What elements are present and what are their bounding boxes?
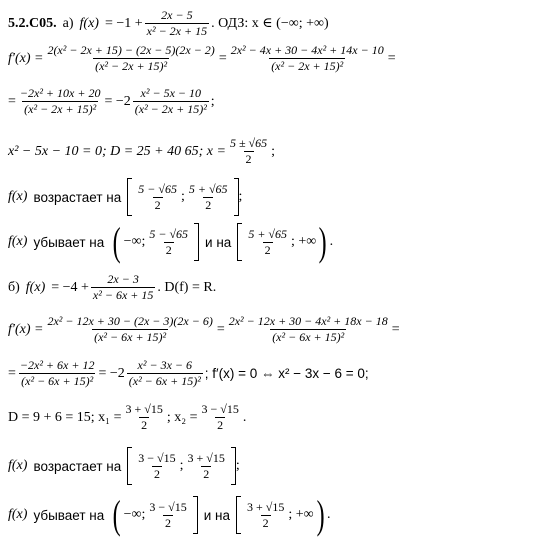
derivative-fraction-1: $\frac{\text{2(x² − 2x + 15) − (2x − 5)(2x − 2)}}{\text{(x² − 2x + 15)²}}$ [47,43,215,73]
odz-text: . ОДЗ: x ∈ (−∞; +∞) [211,16,329,31]
part-a-simplified-line: = $\frac{\text{−2x² + 10x + 20}}{\text{(x² − 2x + 15)²}}$ = −2 $\frac{\text{x² − 5x − 10}}{\text{(x² − 2x + 15)²}}$ ; [8,86,215,116]
part-a-increasing-line: f(x) возрастает на $\frac{5 - √65}{2}$ ; $\frac{5 + √65}{2}$ ; [8,178,242,216]
part-b-function-line: б) f(x) = −4 + $\frac{2x - 3}{\text{x² − 6x + 15}}$ . D(f) = R. [8,272,217,302]
part-b-roots-line: D = 9 + 6 = 15; x₁ = $\frac{3 + √15}{2}$ ; x₂ = $\frac{3 - √15}{2}$ . [8,402,247,432]
derivative-lhs: f′(x) = [8,50,44,66]
simplified-fraction-2: $\frac{\text{x² − 5x − 10}}{\text{(x² − 2x + 15)²}}$ [134,86,207,116]
part-a-derivative-line: f′(x) = $\frac{\text{2(x² − 2x + 15) − (2x − 5)(2x − 2)}}{\text{(x² − 2x + 15)²}}$ = $\frac{\text{2x² − 4x + 30 − 4x² + 14x − 10}}{\text{(x² − 2x + 15)²}}$ = [8,43,396,73]
left-square-bracket [127,178,132,216]
fx-fraction: $\frac{2x - 5}{\text{x² − 2x + 15}}$ [146,8,208,38]
part-b-decreasing-line: f(x) убывает на ( −∞; $\frac{3 - √15}{2}$ и на $\frac{3 + √15}{2}$ ; +∞ ) . [8,492,331,537]
simplified-fraction-1: $\frac{\text{−2x² + 10x + 20}}{\text{(x² − 2x + 15)²}}$ [19,86,101,116]
part-b-label: б) [8,279,20,295]
fx-symbol: f(x) [79,15,99,31]
part-a-decreasing-line: f(x) убывает на ( −∞; $\frac{5 - √65}{2}$ и на $\frac{5 + √65}{2}$ ; +∞ ) . [8,219,334,264]
fx-lead: = −1 + [104,15,143,31]
problem-id: 5.2.С05. [8,15,57,31]
quadratic-equation: x² − 5x − 10 = 0; D = 25 + 40 65; x = [8,143,226,159]
part-b-increasing-line: f(x) возрастает на $\frac{3 - √15}{2}$ ; $\frac{3 + √15}{2}$ ; [8,447,240,485]
part-a-label: а) [62,15,74,31]
roots-fraction: $\frac{5 \pm √65}{2}$ [229,136,268,166]
decreasing-label: убывает на [33,234,105,250]
part-a-roots-line: x² − 5x − 10 = 0; D = 25 + 40 65; x = $\frac{5 \pm √65}{2}$ ; [8,136,276,166]
part-b-derivative-line: f′(x) = $\frac{\text{2x² − 12x + 30 − (2x − 3)(2x − 6)}}{\text{(x² − 6x + 15)²}}$ = $\frac{\text{2x² − 12x + 30 − 4x² + 18x − 18}}{\text{(x² − 6x + 15)²}}$ = [8,314,400,344]
part-a-function-line [8,8,329,39]
derivative-fraction-2: $\frac{\text{2x² − 4x + 30 − 4x² + 14x − 10}}{\text{(x² − 2x + 15)²}}$ [230,43,384,73]
part-b-simplified-line: = $\frac{\text{−2x² + 6x + 12}}{\text{(x² − 6x + 15)²}}$ = −2 $\frac{\text{x² − 3x − 6}}{\text{(x² − 6x + 15)²}}$ ; f′(x) = 0 ⇔ x² − 3x − 6 = 0; [8,358,369,388]
domain-text: . D(f) = R. [157,279,217,295]
increasing-label: возрастает на [33,189,122,205]
